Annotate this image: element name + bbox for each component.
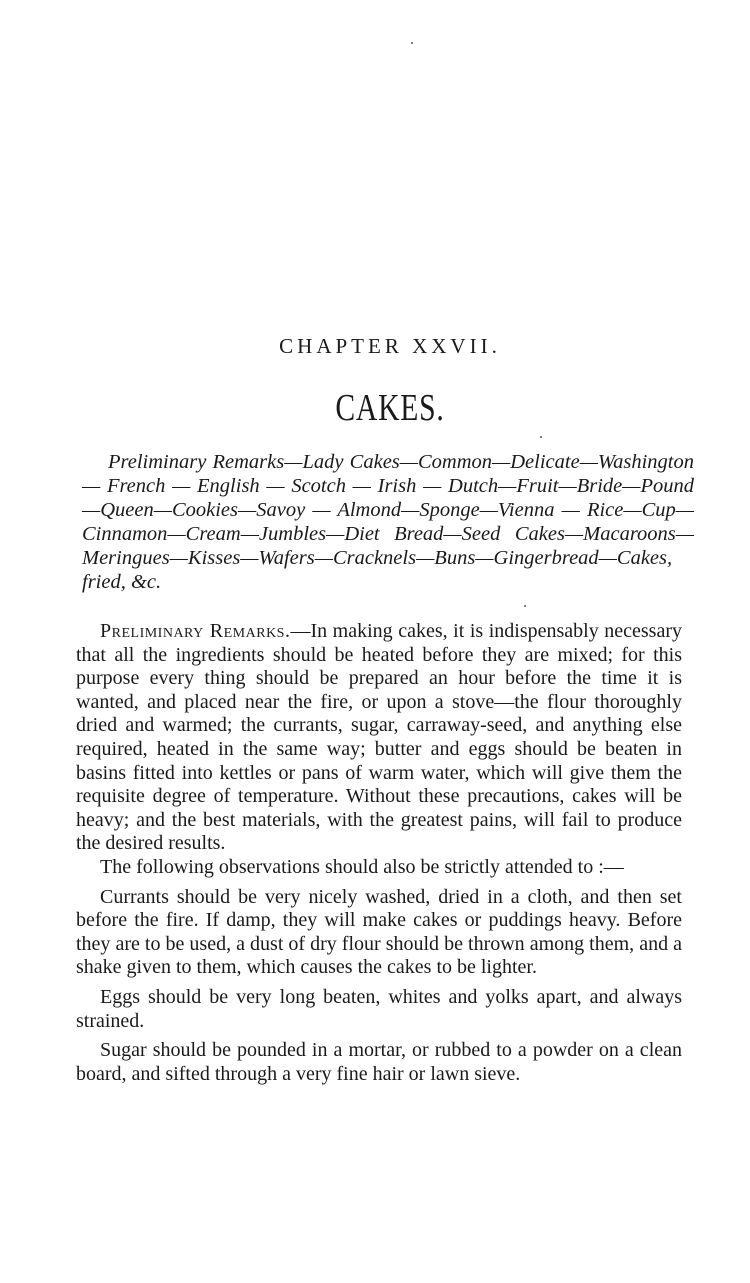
chapter-body [76,620,682,1086]
paragraph-lead-in: Preliminary Remarks. [100,620,291,642]
chapter-number: CHAPTER XXVII. [279,334,501,358]
print-speck [540,436,542,438]
paragraph-currants: Currants should be very nicely washed, dried in a cloth, and then set before the fire. If damp, they will make cakes or puddings heavy. Before they are to be used, a dust of dry flour should be thrown among them, and a shake given to them, which causes the cakes to be lighter. [76,885,682,979]
print-speck [411,42,413,44]
paragraph-observations: The following observations should also be strictly attended to :— [100,855,624,878]
paragraph-eggs: Eggs should be very long beaten, whites and yolks apart, and always strained. [76,985,682,1032]
paragraph-preliminary-remarks [76,620,682,856]
chapter-title: CAKES. [335,387,445,429]
paragraph-sugar: Sugar should be pounded in a mortar, or rubbed to a powder on a clean board, and sifted through a very fine hair or lawn sieve. [76,1039,682,1085]
print-speck [524,605,526,607]
chapter-contents: Preliminary Remarks—Lady Cakes—Common—Delicate—Washington — French — English — Scotch — Irish — Dutch—Fruit—Bride—Pound—Queen—Cookies—Savoy — Almond—Sponge—Vienna — Rice—Cup—Cinnamon—Cream—Jumbles—Diet Bread—Seed Cakes—Macaroons—Meringues—Kisses—Wafers—Cracknels—Buns—Gingerbread—Cakes, fried, &c. [82,451,694,593]
paragraph-text: —In making cakes, it is indispensably necessary that all the ingredients should be heated before they are mixed; for this purpose every thing should be prepared an hour before the time it is wanted, and placed near the fire, or upon a stove—the flour thoroughly dried and warmed; the currants, sugar, carraway-seed, and anything else required, heated in the same way; butter and eggs should be beaten in basins fitted into kettles or pans of warm water, which will give them the requisite degree of temperature. Without these precautions, cakes will be heavy; and the best materials, with the greatest pains, will fail to produce the desired results. [76,620,682,855]
